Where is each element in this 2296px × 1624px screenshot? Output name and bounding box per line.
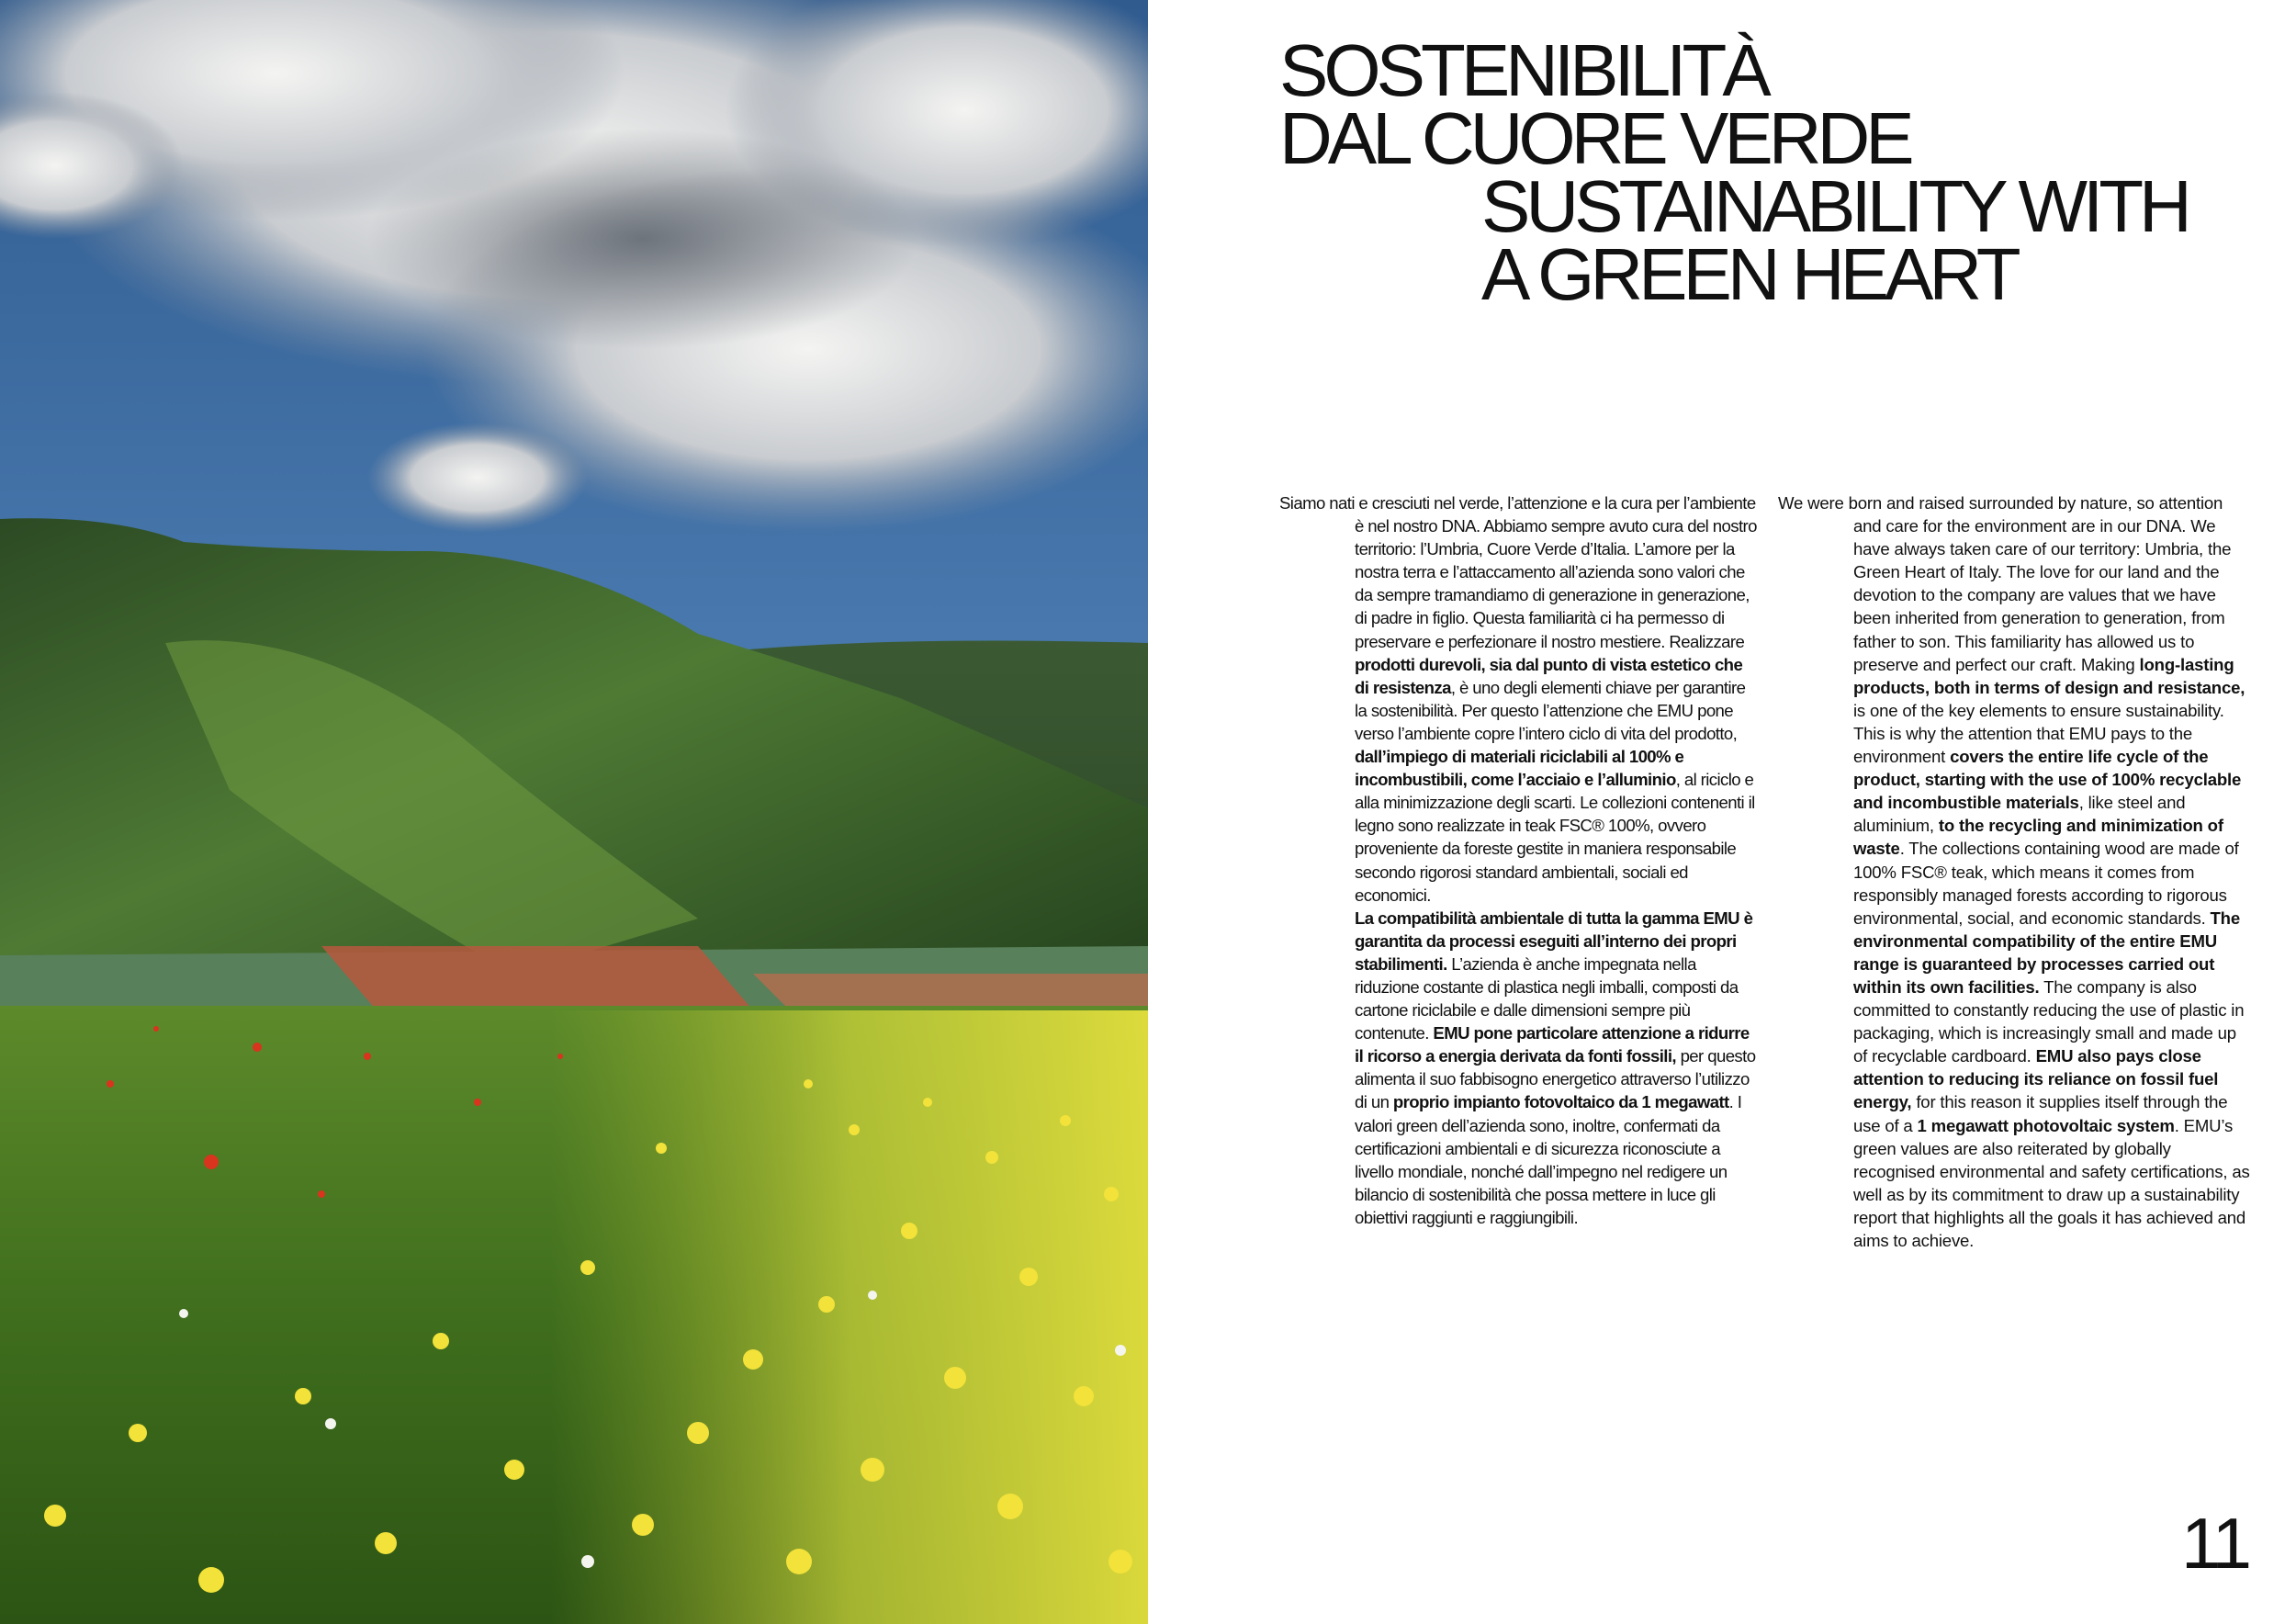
text-page (1148, 0, 2296, 1624)
page-number: 11 (2181, 1503, 2248, 1584)
english-column (1778, 491, 2250, 1252)
english-paragraph: We were born and raised surrounded by nature, so attention and care for the environment are in our DNA. We have always taken care of our territory: Umbria, the Green Heart of Italy. The love for our land and the devotion to the company are values that we have been inherited from generation to generation, from father to son. This familiarity has allowed us to preserve and perfect our craft. Making long-lasting products, both in terms of design and resistance, is one of the key elements to ensure sustainability. This is why the attention that EMU pays to the environment covers the entire life cycle of the product, starting with the use of 100% recyclable and incombustible materials, like steel and aluminium, to the recycling and minimization of waste. The collections containing wood are made of 100% FSC® teak, which means it comes from responsibly managed forests according to rigorous environmental, social, and economic standards. The environmental compatibility of the entire EMU range is guaranteed by processes carried out within its own facilities. The company is also committed to constantly reducing the use of plastic in packaging, which is increasingly small and made up of recyclable cardboard. EMU also pays close attention to reducing its reliance on fossil fuel energy, for this reason it supplies itself through the use of a 1 megawatt photovoltaic system. EMU’s green values are also reiterated by globally recognised environmental and safety certifications, as well as by its commitment to draw up a sustainability report that highlights all the goals it has achieved and aims to achieve. (1778, 493, 2250, 1250)
page-title (1279, 29, 2188, 315)
title-it-line2: DAL CUORE VERDE (1279, 97, 1910, 179)
title-en-line1: SUSTAINABILITY WITH (1481, 165, 2188, 247)
title-it-line1: SOSTENIBILITÀ (1279, 29, 1767, 111)
title-en-line2: A GREEN HEART (1481, 233, 2017, 315)
italian-paragraph: Siamo nati e cresciuti nel verde, l’attenzione e la cura per l’ambiente è nel nostro DNA. Abbiamo sempre avuto cura del nostro territorio: l’Umbria, Cuore Verde d’Italia. L’amore per la nostra terra e l’attaccamento all’azienda sono valori che da sempre tramandiamo di generazione in generazione, di padre in figlio. Questa familiarità ci ha permesso di preservare e perfezionare il nostro mestiere. Realizzare prodotti durevoli, sia dal punto di vista estetico che di resistenza, è uno degli elementi chiave per garantire la sostenibilità. Per questo l’attenzione che EMU pone verso l’ambiente copre l’intero ciclo di vita del prodotto, dall’impiego di materiali riciclabili al 100% e incombustibili, come l’acciaio e l’alluminio, al riciclo e alla minimizzazione degli scarti. Le collezioni contenenti il legno sono realizzate in teak FSC® 100%, ovvero proveniente da foreste gestite in maniera responsabile secondo rigorosi standard ambientali, sociali ed economici. La compatibilità ambientale di tutta la gamma EMU è garantita da processi eseguiti all’interno dei propri stabilimenti. L’azienda è anche impegnata nella riduzione costante di plastica negli imballi, composti da cartone riciclabile e dalle dimensioni sempre più contenute. EMU pone particolare attenzione a ridurre il ricorso a energia derivata da fonti fossili, per questo alimenta il suo fabbisogno energetico attraverso l’utilizzo di un proprio impianto fotovoltaico da 1 megawatt. I valori green dell’azienda sono, inoltre, confermati da certificazioni ambientali e di sicurezza riconosciute a livello mondiale, nonché dall’impegno nel redigere un bilancio di sostenibilità che possa mettere in luce gli obiettivi raggiunti e raggiungibili. (1279, 493, 1757, 1227)
italian-column (1279, 491, 1759, 1229)
